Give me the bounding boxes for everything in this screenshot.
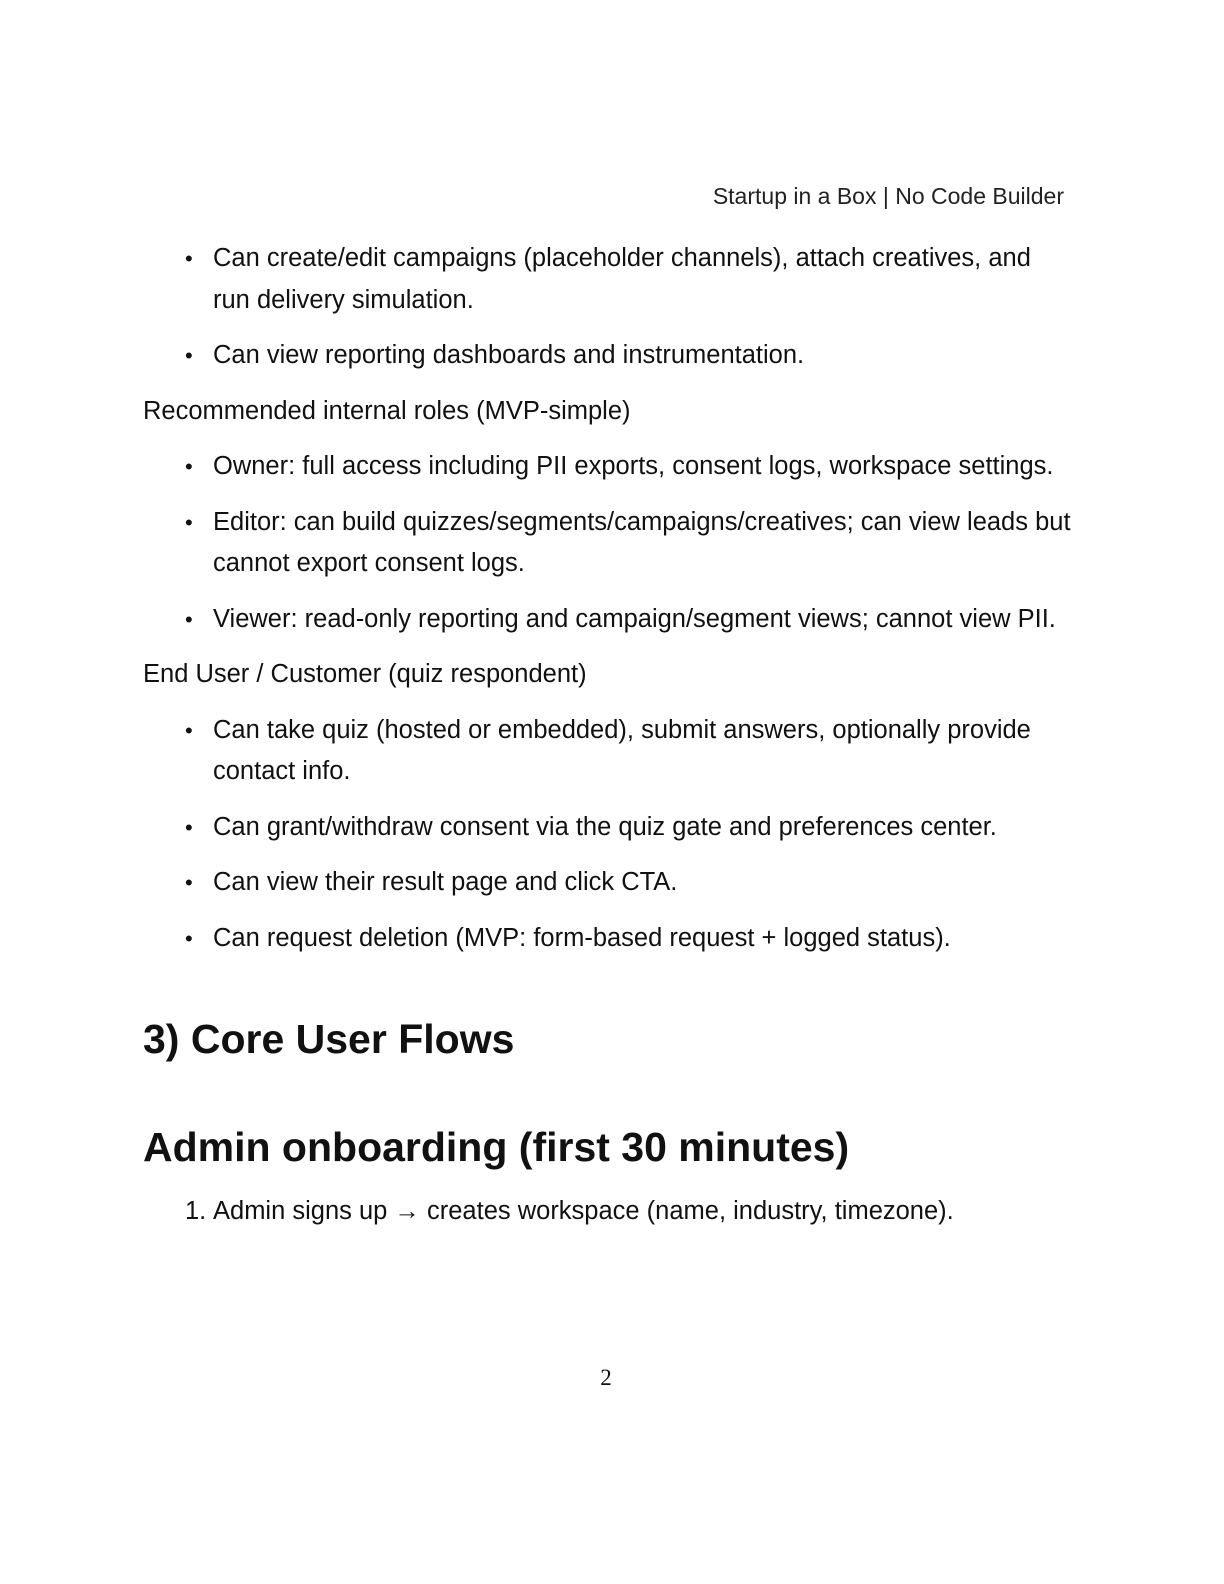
internal-roles-label: Recommended internal roles (MVP-simple) <box>143 396 631 425</box>
bullet-icon: • <box>185 509 193 535</box>
bullet-icon: • <box>185 925 193 951</box>
list-item-text: Owner: full access including PII exports, consent logs, workspace settings. <box>213 452 1054 480</box>
list-item <box>143 502 1073 585</box>
list-item <box>143 446 1073 488</box>
bullet-icon: • <box>185 814 193 840</box>
internal-roles-list <box>143 446 1073 640</box>
document-body <box>143 238 1073 1233</box>
onboarding-steps-list <box>143 1191 1073 1233</box>
bullet-icon: • <box>185 246 193 271</box>
end-user-label: End User / Customer (quiz respondent) <box>143 660 587 688</box>
list-item-text: Can take quiz (hosted or embedded), submit answers, optionally provide contact info. <box>213 715 1031 785</box>
end-user-list <box>143 710 1073 960</box>
list-item <box>143 1191 1073 1233</box>
list-item <box>143 238 1073 321</box>
page-number: 2 <box>600 1365 612 1390</box>
section-heading: 3) Core User Flows <box>143 1016 515 1062</box>
bullet-icon: • <box>185 606 193 632</box>
list-item-text: Can create/edit campaigns (placeholder channels), attach creatives, and run delivery simulation. <box>213 244 1031 314</box>
subsection-heading: Admin onboarding (first 30 minutes) <box>143 1124 850 1170</box>
list-item <box>143 807 1073 849</box>
list-item-text: Can grant/withdraw consent via the quiz gate and preferences center. <box>213 812 997 841</box>
list-item-text: Can request deletion (MVP: form-based request + logged status). <box>213 923 951 952</box>
bullet-icon: • <box>185 870 193 895</box>
list-item-text: Viewer: read-only reporting and campaign/segment views; cannot view PII. <box>213 604 1056 633</box>
bullet-icon: • <box>185 717 193 743</box>
list-item <box>143 862 1073 904</box>
list-item-text: Editor: can build quizzes/segments/campaigns/creatives; can view leads but cannot export consent logs. <box>213 507 1071 577</box>
intro-bullet-list <box>143 238 1073 377</box>
bullet-icon: • <box>185 454 193 479</box>
list-item <box>143 335 1073 377</box>
list-item <box>143 599 1073 641</box>
page-header: Startup in a Box | No Code Builder <box>712 183 1064 209</box>
bullet-icon: • <box>185 343 193 368</box>
list-item-text: Can view their result page and click CTA. <box>213 868 678 896</box>
list-item-text: Can view reporting dashboards and instrumentation. <box>213 341 805 369</box>
list-item <box>143 918 1073 960</box>
list-item-text: Admin signs up → creates workspace (name, industry, timezone). <box>213 1197 954 1225</box>
step-number: 1. <box>185 1197 207 1225</box>
list-item <box>143 710 1073 793</box>
